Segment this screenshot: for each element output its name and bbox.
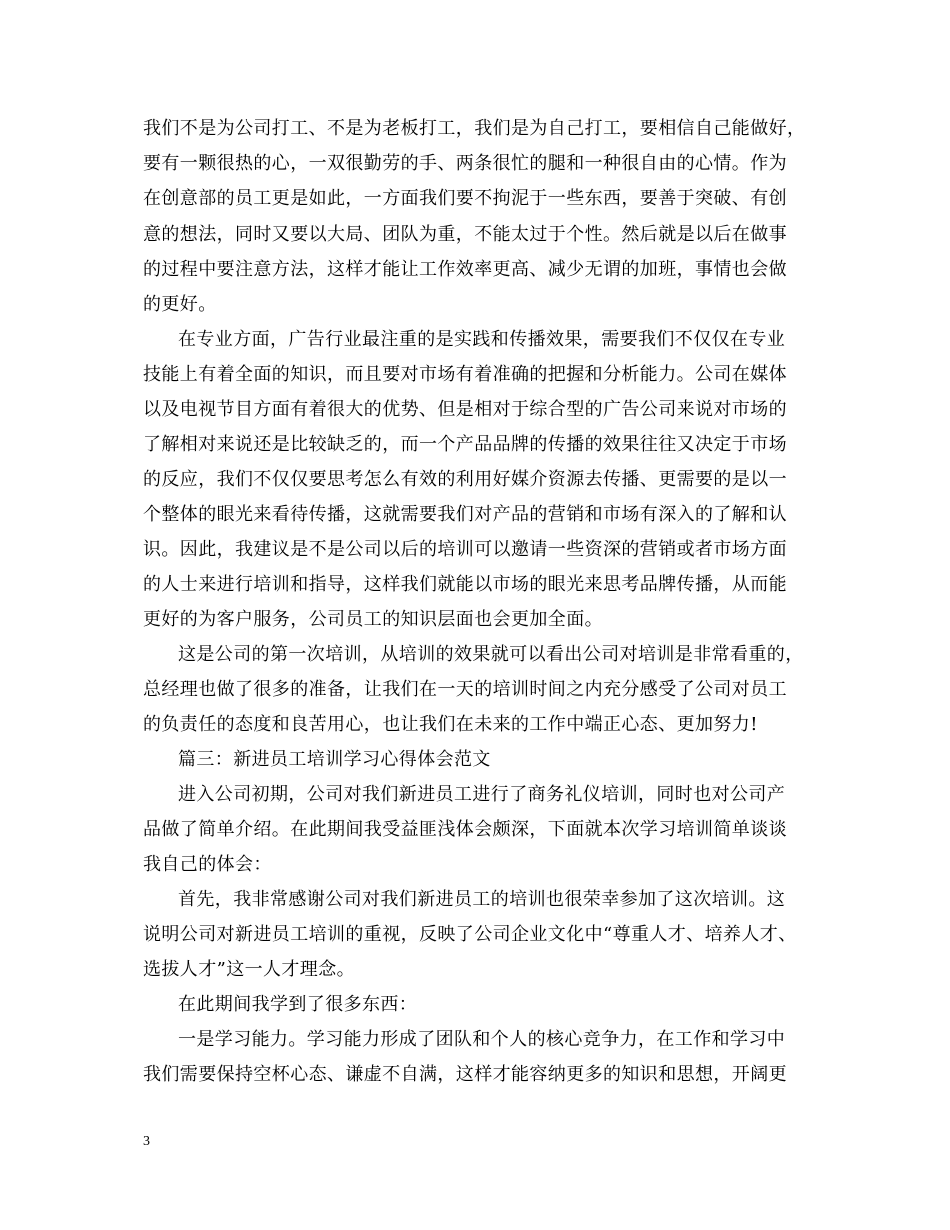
section-heading: 篇三：新进员工培训学习心得体会范文 [178,749,491,770]
text-line: 我们不是为公司打工、不是为老板打工，我们是为自己打工，要相信自己能做好， [143,118,806,139]
text-line: 意的想法，同时又要以大局、团队为重，不能太过于个性。然后就是以后在做事 [143,224,787,245]
text-line: 在创意部的员工更是如此，一方面我们要不拘泥于一些东西，要善于突破、有创 [143,188,787,209]
text-line: 我自己的体会： [143,854,272,875]
text-line: 的负责任的态度和良苦用心，也让我们在未来的工作中端正心态、更加努力! [143,714,758,735]
paragraph-first-line: 一是学习能力。学习能力形成了团队和个人的核心竞争力，在工作和学习中 [178,1029,786,1050]
paragraph-first-line: 进入公司初期，公司对我们新进员工进行了商务礼仪培训，同时也对公司产 [178,784,786,805]
text-line: 的更好。 [143,294,217,315]
paragraph-first-line: 在此期间我学到了很多东西： [178,994,418,1015]
text-line: 的人士来进行培训和指导，这样我们就能以市场的眼光来思考品牌传播，从而能 [143,574,787,595]
text-line: 选拔人才”这一人才理念。 [143,959,356,980]
text-line: 的反应，我们不仅仅要思考怎么有效的利用好媒介资源去传播、更需要的是以一 [143,469,787,490]
page-number: 3 [143,1134,150,1149]
text-line: 以及电视节目方面有着很大的优势、但是相对于综合型的广告公司来说对市场的 [143,399,787,420]
paragraph-first-line: 首先，我非常感谢公司对我们新进员工的培训也很荣幸参加了这次培训。这 [178,889,786,910]
text-line: 我们需要保持空杯心态、谦虚不自满，这样才能容纳更多的知识和思想，开阔更 [143,1064,787,1085]
text-line: 个整体的眼光来看待传播，这就需要我们对产品的营销和市场有深入的了解和认 [143,504,787,525]
text-line: 识。因此，我建议是不是公司以后的培训可以邀请一些资深的营销或者市场方面 [143,539,787,560]
text-line: 要有一颗很热的心，一双很勤劳的手、两条很忙的腿和一种很自由的心情。作为 [143,153,787,174]
paragraph-first-line: 在专业方面，广告行业最注重的是实践和传播效果，需要我们不仅仅在专业 [178,329,786,350]
paragraph-first-line: 这是公司的第一次培训，从培训的效果就可以看出公司对培训是非常看重的， [178,644,804,665]
text-line: 说明公司对新进员工培训的重视，反映了公司企业文化中“尊重人才、培养人才、 [143,924,797,945]
text-line: 更好的为客户服务，公司员工的知识层面也会更加全面。 [143,609,603,630]
text-line: 总经理也做了很多的准备，让我们在一天的培训时间之内充分感受了公司对员工 [143,679,787,700]
text-line: 了解相对来说还是比较缺乏的，而一个产品品牌的传播的效果往往又决定于市场 [143,434,787,455]
text-line: 技能上有着全面的知识，而且要对市场有着准确的把握和分析能力。公司在媒体 [143,364,787,385]
text-line: 的过程中要注意方法，这样才能让工作效率更高、减少无谓的加班，事情也会做 [143,259,787,280]
text-line: 品做了简单介绍。在此期间我受益匪浅体会颇深，下面就本次学习培训简单谈谈 [143,819,787,840]
